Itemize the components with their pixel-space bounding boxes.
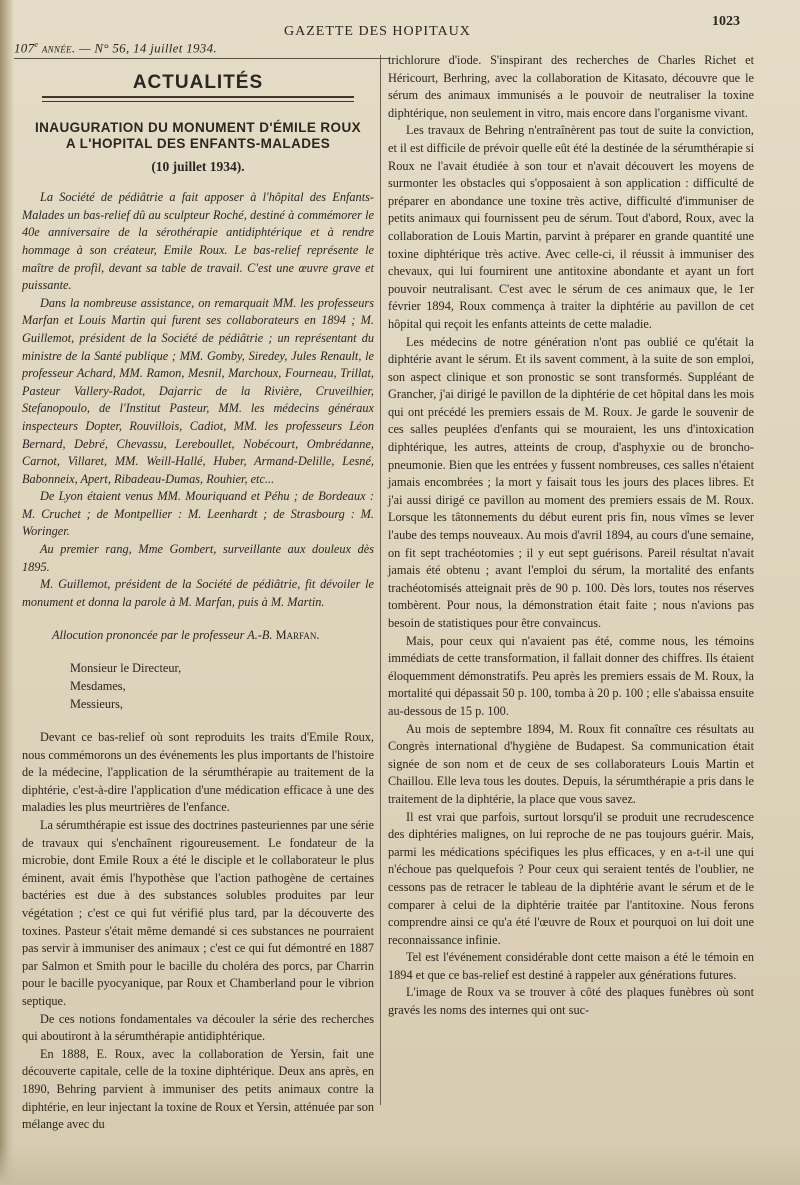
issue-year-word: année. <box>41 40 76 56</box>
journal-title: GAZETTE DES HOPITAUX <box>284 24 471 39</box>
section-title: ACTUALITÉS <box>132 72 264 93</box>
salutation <box>70 659 374 713</box>
article-intro <box>22 189 374 611</box>
article-title <box>22 120 374 152</box>
article-date: (10 juillet 1934). <box>151 158 245 174</box>
issue-line <box>14 40 217 56</box>
issue-number-date: — N° 56, 14 juillet 1934. <box>78 40 217 56</box>
right-column <box>388 52 754 1020</box>
issue-year: 107 <box>14 40 35 56</box>
allocution-prefix: Allocution prononcée par le professeur A.-B. <box>52 628 273 643</box>
header-rule <box>14 58 389 59</box>
body-paragraph: Tel est l'événement considérable dont cette maison a été le témoin en 1894 et que ce bas-relief est destiné à rappeler aux générations futures. <box>388 950 754 982</box>
salutation-line: Monsieur le Directeur, <box>70 661 182 676</box>
salutation-line: Mesdames, <box>70 679 126 694</box>
spacer <box>22 719 374 729</box>
body-paragraph: Les médecins de notre génération n'ont pas oublié ce qu'était la diphtérie avant le sérum. Et ils savent comment, à la suite de son emploi, son aspect clinique et son pronostic se sont transformés. Suppléant de Grancher, j'ai dirigé le pavillon de la diphtérie de cet hôpital dans les mois qui ont précédé les premiers essais de M. Roux. Je garde le souvenir de ces salles peuplées d'enfants qui se mouraient, les uns d'intoxication diphtérique, les autres, atteints de croup, d'asphyxie ou de broncho-pneumonie. Bien que les entrées y fussent nombreuses, ces salles n'étaient jamais encombrées ; la mort y faisait tous les jours des places libres. Et j'ai aussi dirigé ce pavillon au moment des premiers essais de M. Roux. Lorsque les tâtonnements du début eurent pris fin, nous vîmes se lever l'aube des temps nouveaux. Au mois d'avril 1894, au cours d'une semaine, on fit sept trachéotomies ; il y eut sept guérisons. Pareil résultat n'avait jamais été obtenu ; avant l'emploi du sérum, la mortalité des enfants trachéotomisés atteignait près de 90 p. 100. Dès lors, toutes nos réserves tombèrent. Pour nous, la démonstration était faite ; nous n'avions pas besoin de statistiques pour être convaincus. <box>388 334 754 630</box>
page-header <box>14 14 740 56</box>
intro-paragraph: Au premier rang, Mme Gombert, surveillante aux douleux dès 1895. <box>22 542 374 574</box>
column-divider <box>380 55 381 1105</box>
article-title-line: INAUGURATION DU MONUMENT D'ÉMILE ROUX <box>35 119 361 135</box>
issue-year-sup: e <box>34 40 39 49</box>
article-title-line: A L'HOPITAL DES ENFANTS-MALADES <box>65 135 331 151</box>
body-paragraph: La sérumthérapie est issue des doctrines pasteuriennes par une série de travaux qui s'enchaînent rigoureusement. Le fondateur de la microbie, dont Emile Roux a été le disciple et le collaborateur le plus éminent, avait émis l'hypothèse que l'action pathogène de certaines bactéries est due à des substances solubles produites par leur végétation ; c'est ce qui fut vérifié plus tard, par la découverte des toxines. Pasteur s'était même demandé si ces substances ne pourraient pas servir à immuniser des animaux ; c'est ce qui fut démontré en 1887 par Salmon et Smith pour le bacille du choléra des porcs, par Charrin pour le bacille pyocyanique, par Roux et Chamberland pour le vibrion septique. <box>22 818 374 1008</box>
body-paragraph: En 1888, E. Roux, avec la collaboration de Yersin, fait une découverte capitale, celle de la toxine diphtérique. Deux ans après, en 1890, Behring parvient à immuniser des petits animaux contre la diphtérie, en leur injectant la toxine de Roux et Yersin, atténuée par son mélange avec du <box>22 1046 374 1132</box>
body-paragraph: trichlorure d'iode. S'inspirant des recherches de Charles Richet et Héricourt, Berhring, avec la collaboration de Kitasato, découvre que le sérum des animaux immunisés a le pouvoir de neutraliser la toxine diphtérique, non seulement in vitro, mais encore dans l'organisme vivant. <box>388 53 754 120</box>
body-paragraph: Mais, pour ceux qui n'avaient pas été, comme nous, les témoins immédiats de cette transformation, il fallait donner des chiffres. Ils étaient éloquemment démonstratifs. Peu après les premiers essais de M. Roux, la mortalité qui dépassait 50 p. 100, tomba à 20 p. 100 ; elle s'abaissa ensuite au-dessous de 15 p. 100. <box>388 633 754 718</box>
body-paragraph: Les travaux de Behring n'entraînèrent pas tout de suite la conviction, et il est difficile de prévoir quelle eût été la destinée de la sérumthérapie si Roux ne l'avait étudiée à son tour et n'avait découvert les moyens de surmonter les obstacles qui s'opposaient à son application : difficulté de préparer en abondance une toxine très active, difficulté d'immuniser de petits animaux qui fournissent peu de sérum. Tout d'abord, Roux, avec la collaboration de Louis Martin, parvint à préparer en grande quantité une toxine diphtérique très active. Avec celle-ci, il réussit à immuniser des chevaux, qui lui fournirent une antitoxine abondante et ayant un fort pouvoir neutralisant. C'est avec le sérum de ces animaux que, le 1er février 1894, Roux commença à traiter la diphtérie au pavillon de cet hôpital qui reçoit les enfants atteints de cette maladie. <box>388 123 754 331</box>
body-paragraph: Il est vrai que parfois, surtout lorsqu'il se produit une recrudescence des diphtéries malignes, on lui reproche de ne pas toujours guérir. Mais, parmi les médications spécifiques les plus efficaces, y en a-t-il une qui n'échoue pas quelquefois ? Pour ceux qui seraient tentés de l'oublier, ne cessons pas de retracer le tableau de la diphtérie avant le sérum et de le comparer à celui de la diphtérie traitée par l'antitoxine. Nous ferons comprendre ainsi ce qu'a été l'œuvre de Roux et pourquoi on lui doit une reconnaissance infinie. <box>388 809 754 947</box>
allocution-heading <box>22 627 374 645</box>
intro-paragraph: M. Guillemot, président de la Société de pédiâtrie, fit dévoiler le monument et donna la parole à M. Marfan, puis à M. Martin. <box>22 577 374 609</box>
allocution-speaker: Marfan. <box>275 628 320 643</box>
body-paragraph: De ces notions fondamentales va découler la série des recherches qui aboutiront à la sérumthérapie antidiphtérique. <box>22 1011 374 1044</box>
body-paragraph: Au mois de septembre 1894, M. Roux fit connaître ces résultats au Congrès international d'hygiène de Budapest. Sa communication était signée de son nom et de ceux de ses collaborateurs Louis Martin et Chaillou. Elle leva tous les doutes. Depuis, la sérumthérapie a pris dans le traitement de la diphtérie, la place que vous savez. <box>388 721 754 806</box>
body-paragraph: Devant ce bas-relief où sont reproduits les traits d'Emile Roux, nous commémorons un des événements les plus importants de l'histoire de la médecine, l'application de la sérumthérapie au traitement de la diphtérie, c'est-à-dire l'application d'une médication efficace à une des maladies les plus meurtrières de l'enfance. <box>22 730 374 815</box>
page-number: 1023 <box>712 14 740 29</box>
section-rule <box>42 96 354 102</box>
intro-paragraph: Dans la nombreuse assistance, on remarquait MM. les professeurs Marfan et Louis Martin qui furent ses collaborateurs en 1894 ; M. Guillemot, président de la Société de pédiâtrie ; un représentant du ministre de la Santé publique ; MM. Gomby, Siredey, Jules Renault, le professeur Achard, MM. Ramon, Mesnil, Marchoux, Fourneau, Trillat, Pasteur Vallery-Radot, Dajarric de la Rivière, Cruveilhier, Stefanopoulo, de l'Institut Pasteur, MM. les médecins généraux inspecteurs Dopter, Rouvillois, Cadiot, MM. les professeurs Léon Bernard, Debré, Chevassu, Lereboullet, Nobécourt, Ombrédanne, Carnot, Villaret, MM. Weill-Hallé, Huber, Armand-Delille, Lesné, Babonneix, Apert, Ribadeau-Dumas, Rouhier, etc... <box>22 295 374 486</box>
intro-paragraph: De Lyon étaient venus MM. Mouriquand et Péhu ; de Bordeaux : M. Cruchet ; de Montpellier : M. Leenhardt ; de Strasbourg : M. Woringer. <box>22 489 374 539</box>
page-binding-edge <box>0 0 14 1185</box>
page-bottom-shade <box>0 1145 800 1185</box>
salutation-line: Messieurs, <box>70 697 123 712</box>
intro-paragraph: La Société de pédiâtrie a fait apposer à l'hôpital des Enfants-Malades un bas-relief dû au sculpteur Roché, destiné à commémorer le 40e anniversaire de la sérothérapie antidiphtérique et à rendre hommage à son créateur, Emile Roux. Le bas-relief représente le maître de profil, devant sa table de travail. C'est une œuvre grave et puissante. <box>22 190 374 293</box>
body-paragraph: L'image de Roux va se trouver à côté des plaques funèbres où sont gravés les noms des internes qui ont suc- <box>388 985 754 1018</box>
left-column <box>22 60 374 1134</box>
